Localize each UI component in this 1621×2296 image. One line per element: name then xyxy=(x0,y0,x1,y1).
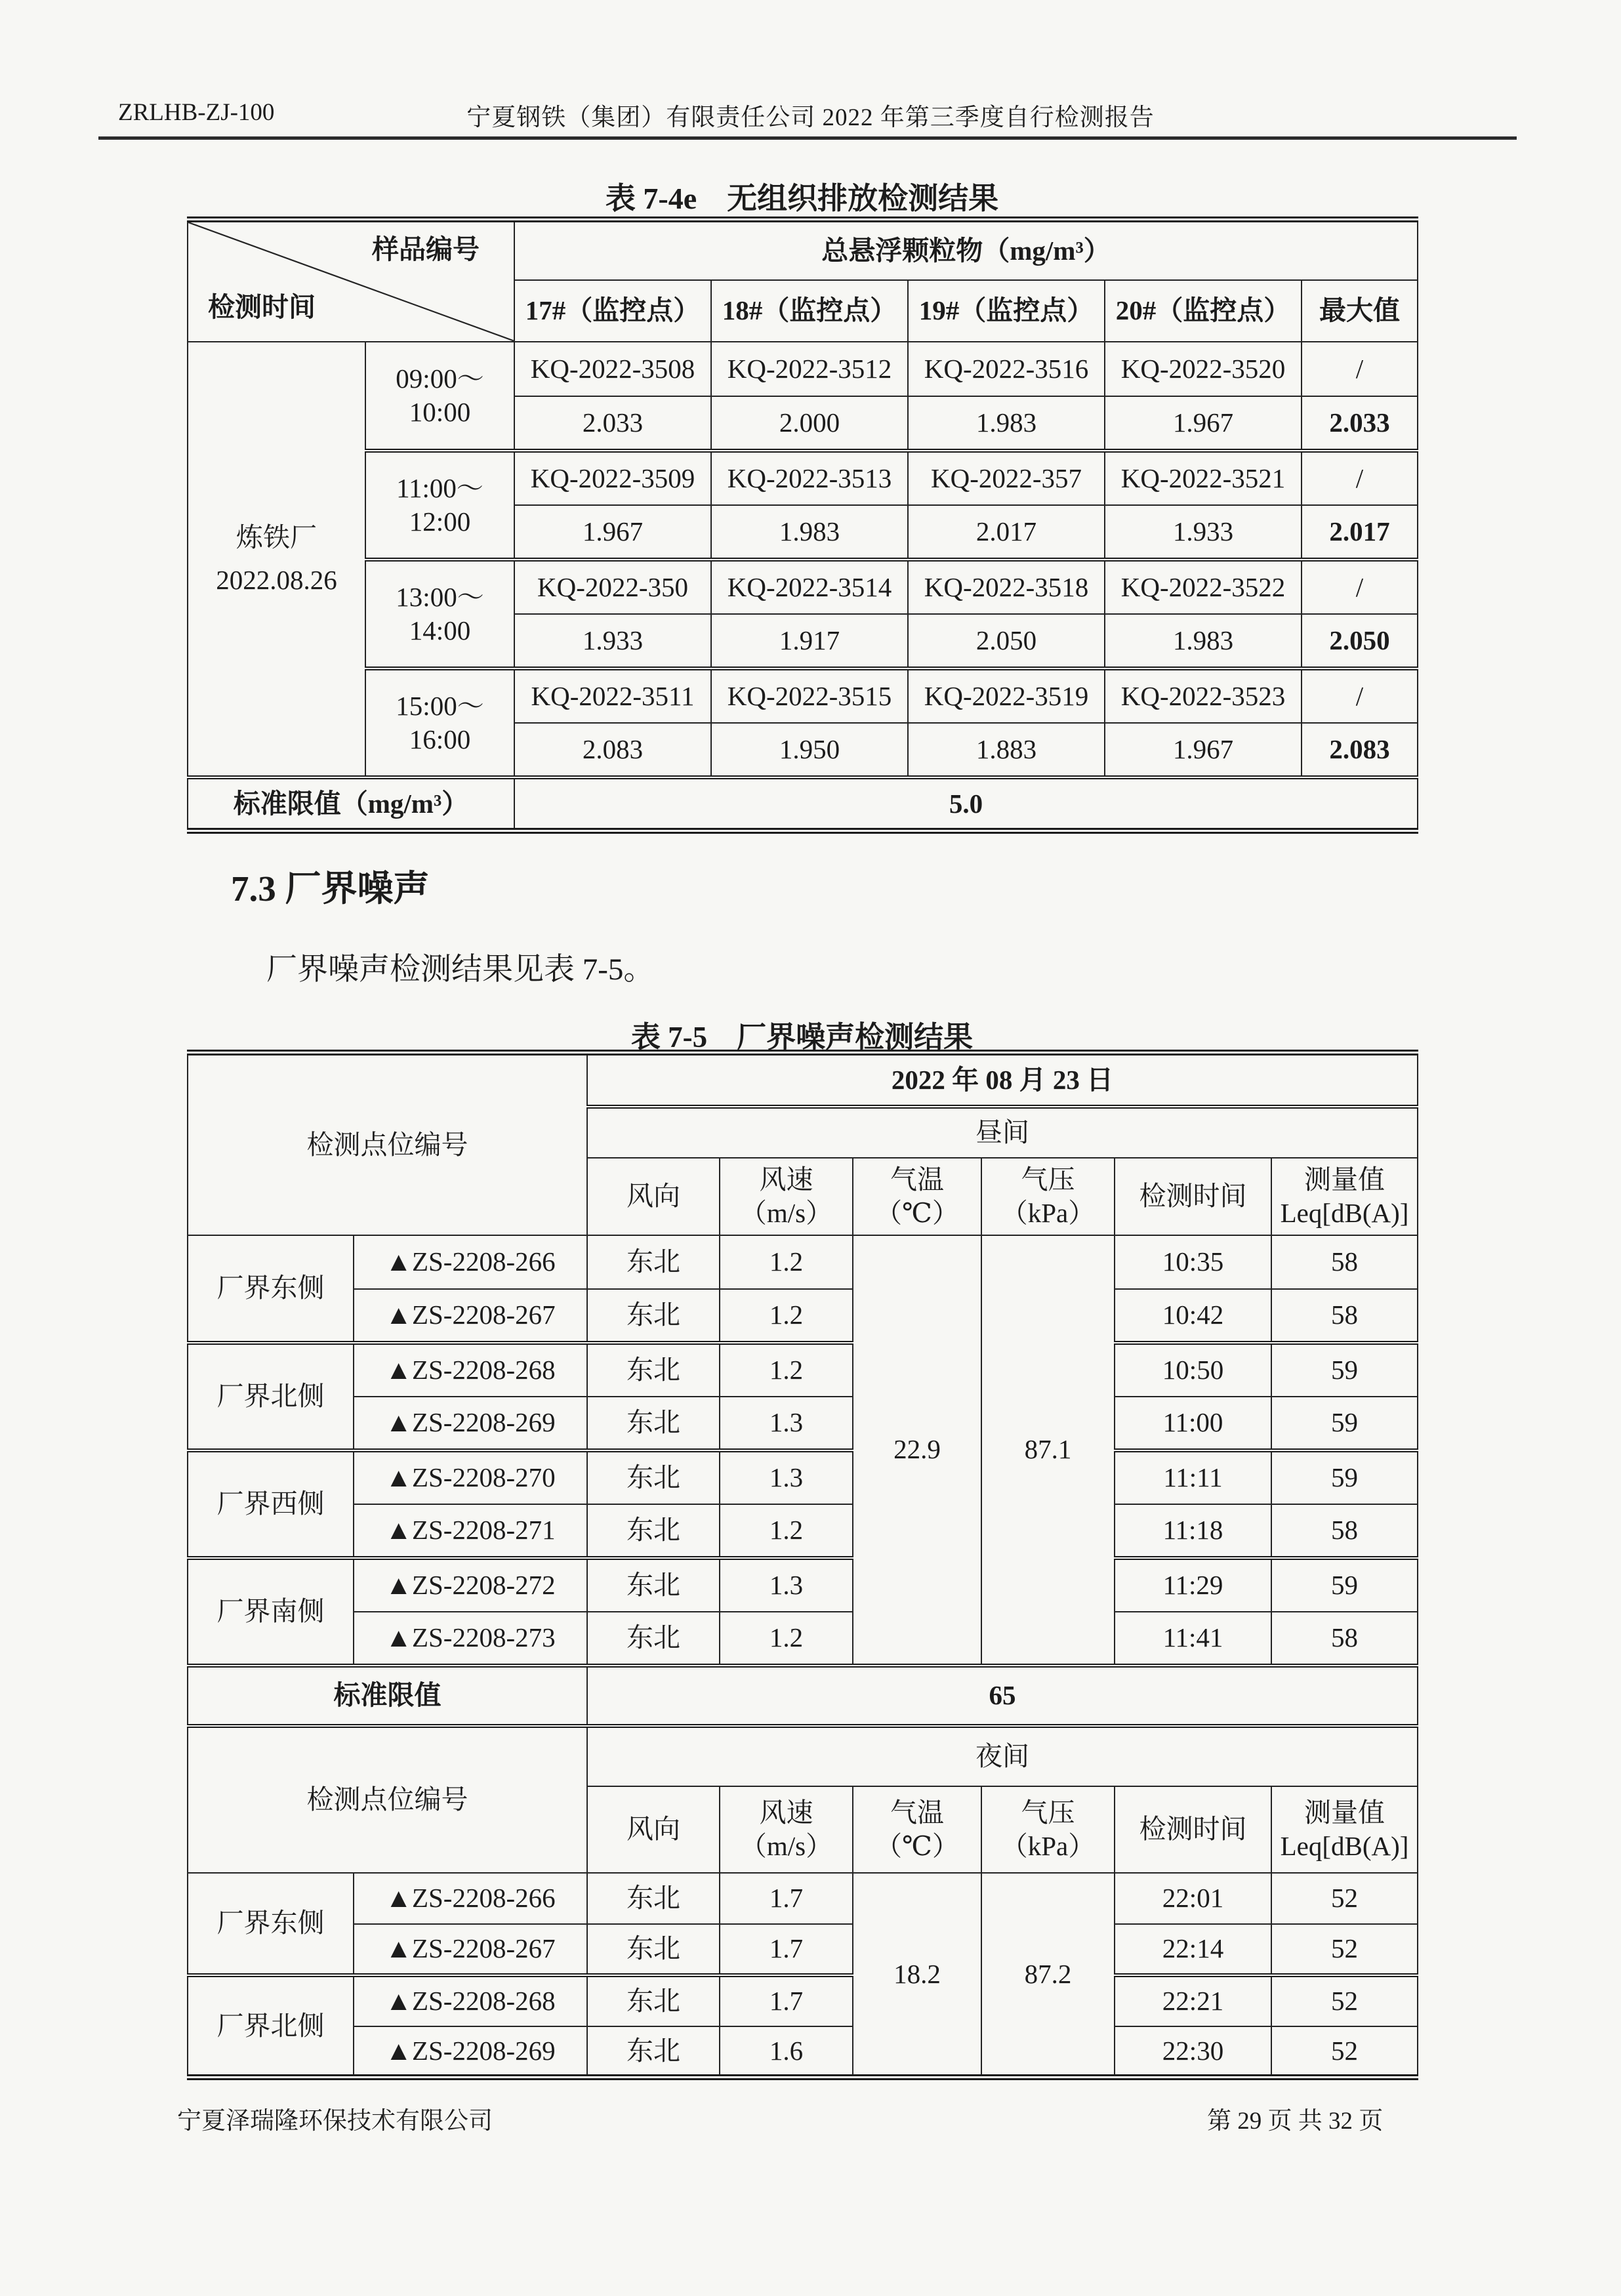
document-code: ZRLHB-ZJ-100 xyxy=(118,99,275,126)
time-cell: 22:01 xyxy=(1115,1873,1271,1924)
wind-dir-cell: 东北 xyxy=(587,1873,720,1924)
line: （℃） xyxy=(875,1830,959,1861)
value-cell: 1.983 xyxy=(711,505,908,560)
time-cell: 10:35 xyxy=(1115,1235,1271,1289)
line: 气压 xyxy=(1021,1164,1075,1195)
col-header-pressure xyxy=(981,1786,1115,1873)
value-cell: 2.017 xyxy=(908,505,1105,560)
date-header: 2022 年 08 月 23 日 xyxy=(587,1053,1418,1107)
line: 测量值 xyxy=(1304,1797,1385,1828)
sample-id-cell: / xyxy=(1302,560,1418,614)
limit-value: 5.0 xyxy=(514,777,1418,831)
col-header: 19#（监控点） xyxy=(908,280,1105,342)
sample-id-cell: ▲ZS-2208-273 xyxy=(354,1612,587,1666)
sample-id-cell: KQ-2022-3512 xyxy=(711,342,908,396)
line: 炼铁厂 xyxy=(236,522,317,553)
line: （kPa） xyxy=(1000,1197,1096,1228)
table-7-4e-title: 表 7-4e 无组织排放检测结果 xyxy=(605,182,999,215)
line: 检测时间 xyxy=(1139,1814,1247,1845)
table-row xyxy=(188,220,1418,280)
col-header-wind-speed xyxy=(720,1158,853,1235)
table-row xyxy=(188,451,1418,505)
line: Leq[dB(A)] xyxy=(1280,1197,1409,1228)
corner-header-cell xyxy=(188,220,514,342)
noise-value-cell: 58 xyxy=(1271,1612,1418,1666)
col-header: 20#（监控点） xyxy=(1105,280,1302,342)
wind-dir-cell: 东北 xyxy=(587,1450,720,1504)
line: 15:00～ xyxy=(396,691,484,722)
time-range-cell xyxy=(365,668,514,777)
row-group-label xyxy=(188,342,365,777)
sample-id-cell: KQ-2022-350 xyxy=(514,560,711,614)
max-value-cell: 2.017 xyxy=(1302,505,1418,560)
wind-speed-cell: 1.2 xyxy=(720,1504,853,1558)
noise-value-cell: 59 xyxy=(1271,1450,1418,1504)
sample-id-cell: ▲ZS-2208-269 xyxy=(354,1397,587,1450)
pressure-cell: 87.1 xyxy=(981,1235,1115,1666)
sample-id-cell: ▲ZS-2208-268 xyxy=(354,1975,587,2026)
col-header: 最大值 xyxy=(1302,280,1418,342)
line: 风向 xyxy=(626,1814,680,1845)
noise-value-cell: 52 xyxy=(1271,2026,1418,2078)
value-cell: 1.967 xyxy=(1105,723,1302,777)
wind-speed-cell: 1.7 xyxy=(720,1873,853,1924)
max-value-cell: 2.033 xyxy=(1302,396,1418,451)
sample-id-cell: KQ-2022-357 xyxy=(908,451,1105,505)
wind-dir-cell: 东北 xyxy=(587,1558,720,1612)
sample-id-cell: ▲ZS-2208-266 xyxy=(354,1873,587,1924)
col-header: 18#（监控点） xyxy=(711,280,908,342)
line: 10:00 xyxy=(409,396,471,427)
time-cell: 10:50 xyxy=(1115,1343,1271,1397)
wind-speed-cell: 1.7 xyxy=(720,1924,853,1975)
table-row xyxy=(188,1975,1418,2026)
corner-label-sample-no: 样品编号 xyxy=(372,234,480,264)
sample-id-cell: KQ-2022-3521 xyxy=(1105,451,1302,505)
wind-speed-cell: 1.3 xyxy=(720,1397,853,1450)
line: 气温 xyxy=(890,1797,944,1828)
limit-label: 标准限值（mg/m³） xyxy=(188,777,514,831)
sample-id-cell: KQ-2022-3513 xyxy=(711,451,908,505)
col-header-test-time xyxy=(1115,1158,1271,1235)
line: 气温 xyxy=(890,1164,944,1195)
max-value-cell: 2.050 xyxy=(1302,614,1418,668)
line: （℃） xyxy=(875,1197,959,1228)
point-col-header: 检测点位编号 xyxy=(188,1726,587,1873)
location-cell: 厂界北侧 xyxy=(188,1975,354,2078)
noise-value-cell: 59 xyxy=(1271,1397,1418,1450)
wind-dir-cell: 东北 xyxy=(587,1397,720,1450)
col-header-temp xyxy=(853,1158,981,1235)
wind-speed-cell: 1.3 xyxy=(720,1558,853,1612)
limit-value: 65 xyxy=(587,1666,1418,1726)
line: （m/s） xyxy=(739,1830,833,1861)
line: 气压 xyxy=(1021,1797,1075,1828)
value-cell: 1.933 xyxy=(1105,505,1302,560)
line: （m/s） xyxy=(739,1197,833,1228)
pressure-cell: 87.2 xyxy=(981,1873,1115,2078)
table-row xyxy=(188,1450,1418,1504)
header-rule xyxy=(98,136,1517,140)
sample-id-cell: KQ-2022-3515 xyxy=(711,668,908,723)
day-label: 昼间 xyxy=(587,1107,1418,1158)
wind-speed-cell: 1.2 xyxy=(720,1612,853,1666)
footer-company: 宁夏泽瑞隆环保技术有限公司 xyxy=(177,2108,493,2135)
sample-id-cell: KQ-2022-3519 xyxy=(908,668,1105,723)
wind-dir-cell: 东北 xyxy=(587,1343,720,1397)
line: 11:00～ xyxy=(396,473,483,504)
time-cell: 22:21 xyxy=(1115,1975,1271,2026)
line: Leq[dB(A)] xyxy=(1280,1830,1409,1861)
table-7-4e xyxy=(187,216,1418,834)
temp-cell: 22.9 xyxy=(853,1235,981,1666)
value-cell: 1.917 xyxy=(711,614,908,668)
noise-value-cell: 52 xyxy=(1271,1975,1418,2026)
location-cell: 厂界东侧 xyxy=(188,1873,354,1975)
value-cell: 1.933 xyxy=(514,614,711,668)
table-7-4e-container xyxy=(187,216,1418,834)
table-row xyxy=(188,1924,1418,1975)
time-range-cell xyxy=(365,451,514,560)
time-cell: 11:18 xyxy=(1115,1504,1271,1558)
sample-id-cell: KQ-2022-3520 xyxy=(1105,342,1302,396)
col-header-measured xyxy=(1271,1158,1418,1235)
time-range-cell xyxy=(365,342,514,451)
footer-page-number: 第 29 页 共 32 页 xyxy=(1207,2108,1384,2135)
table-row xyxy=(188,560,1418,614)
wind-speed-cell: 1.2 xyxy=(720,1235,853,1289)
wind-dir-cell: 东北 xyxy=(587,1612,720,1666)
sample-id-cell: ▲ZS-2208-268 xyxy=(354,1343,587,1397)
wind-speed-cell: 1.2 xyxy=(720,1343,853,1397)
time-cell: 11:00 xyxy=(1115,1397,1271,1450)
table-7-5-container xyxy=(187,1050,1418,2080)
col-header: 17#（监控点） xyxy=(514,280,711,342)
noise-value-cell: 52 xyxy=(1271,1873,1418,1924)
max-value-cell: 2.083 xyxy=(1302,723,1418,777)
table-row xyxy=(188,342,1418,396)
time-cell: 11:11 xyxy=(1115,1450,1271,1504)
wind-speed-cell: 1.6 xyxy=(720,2026,853,2078)
sample-id-cell: / xyxy=(1302,668,1418,723)
line: 13:00～ xyxy=(396,582,484,613)
corner-label-test-time: 检测时间 xyxy=(208,292,316,323)
sample-id-cell: ▲ZS-2208-266 xyxy=(354,1235,587,1289)
noise-value-cell: 52 xyxy=(1271,1924,1418,1975)
value-cell: 1.967 xyxy=(514,505,711,560)
location-cell: 厂界东侧 xyxy=(188,1235,354,1343)
wind-speed-cell: 1.3 xyxy=(720,1450,853,1504)
col-header-wind-dir xyxy=(587,1786,720,1873)
table-row xyxy=(188,1666,1418,1726)
location-cell: 厂界西侧 xyxy=(188,1450,354,1558)
noise-value-cell: 58 xyxy=(1271,1504,1418,1558)
location-cell: 厂界南侧 xyxy=(188,1558,354,1666)
table-row xyxy=(188,1053,1418,1107)
group-header-tsp: 总悬浮颗粒物（mg/m³） xyxy=(514,220,1418,280)
line: 2022.08.26 xyxy=(216,564,337,595)
location-cell: 厂界北侧 xyxy=(188,1343,354,1450)
time-cell: 22:14 xyxy=(1115,1924,1271,1975)
sample-id-cell: KQ-2022-3523 xyxy=(1105,668,1302,723)
time-cell: 22:30 xyxy=(1115,2026,1271,2078)
value-cell: 1.950 xyxy=(711,723,908,777)
table-row xyxy=(188,1343,1418,1397)
table-7-5-title: 表 7-5 厂界噪声检测结果 xyxy=(630,1021,974,1054)
value-cell: 2.050 xyxy=(908,614,1105,668)
table-row xyxy=(188,2026,1418,2078)
line: 14:00 xyxy=(409,615,471,646)
sample-id-cell: ▲ZS-2208-269 xyxy=(354,2026,587,2078)
sample-id-cell: KQ-2022-3508 xyxy=(514,342,711,396)
value-cell: 1.883 xyxy=(908,723,1105,777)
noise-value-cell: 59 xyxy=(1271,1343,1418,1397)
sample-id-cell: ▲ZS-2208-267 xyxy=(354,1289,587,1343)
wind-dir-cell: 东北 xyxy=(587,1504,720,1558)
line: 风速 xyxy=(759,1797,813,1828)
wind-dir-cell: 东北 xyxy=(587,1289,720,1343)
value-cell: 1.967 xyxy=(1105,396,1302,451)
table-row xyxy=(188,668,1418,723)
limit-label: 标准限值 xyxy=(188,1666,587,1726)
value-cell: 2.083 xyxy=(514,723,711,777)
table-row xyxy=(188,1873,1418,1924)
time-cell: 11:29 xyxy=(1115,1558,1271,1612)
sample-id-cell: / xyxy=(1302,451,1418,505)
sample-id-cell: KQ-2022-3509 xyxy=(514,451,711,505)
value-cell: 2.033 xyxy=(514,396,711,451)
col-header-pressure xyxy=(981,1158,1115,1235)
table-row xyxy=(188,1558,1418,1612)
sample-id-cell: ▲ZS-2208-271 xyxy=(354,1504,587,1558)
sample-id-cell: ▲ZS-2208-270 xyxy=(354,1450,587,1504)
line: 测量值 xyxy=(1304,1164,1385,1195)
sample-id-cell: KQ-2022-3522 xyxy=(1105,560,1302,614)
line: （kPa） xyxy=(1000,1830,1096,1861)
sample-id-cell: KQ-2022-3511 xyxy=(514,668,711,723)
table-row xyxy=(188,1726,1418,1786)
sample-id-cell: KQ-2022-3516 xyxy=(908,342,1105,396)
point-col-header: 检测点位编号 xyxy=(188,1053,587,1235)
value-cell: 1.983 xyxy=(1105,614,1302,668)
col-header-measured xyxy=(1271,1786,1418,1873)
table-row xyxy=(188,1397,1418,1450)
section-heading: 7.3 厂界噪声 xyxy=(231,869,430,909)
wind-dir-cell: 东北 xyxy=(587,1235,720,1289)
value-cell: 2.000 xyxy=(711,396,908,451)
wind-speed-cell: 1.7 xyxy=(720,1975,853,2026)
noise-value-cell: 59 xyxy=(1271,1558,1418,1612)
table-row xyxy=(188,1289,1418,1343)
line: 风速 xyxy=(759,1164,813,1195)
sample-id-cell: ▲ZS-2208-267 xyxy=(354,1924,587,1975)
table-row xyxy=(188,1504,1418,1558)
time-cell: 10:42 xyxy=(1115,1289,1271,1343)
document-title: 宁夏钢铁（集团）有限责任公司 2022 年第三季度自行检测报告 xyxy=(466,104,1155,131)
table-7-5 xyxy=(187,1050,1418,2080)
value-cell: 1.983 xyxy=(908,396,1105,451)
sample-id-cell: KQ-2022-3514 xyxy=(711,560,908,614)
time-cell: 11:41 xyxy=(1115,1612,1271,1666)
col-header-wind-speed xyxy=(720,1786,853,1873)
wind-dir-cell: 东北 xyxy=(587,2026,720,2078)
line: 09:00～ xyxy=(396,363,484,394)
sample-id-cell: KQ-2022-3518 xyxy=(908,560,1105,614)
line: 风向 xyxy=(626,1181,680,1212)
col-header-temp xyxy=(853,1786,981,1873)
line: 16:00 xyxy=(409,724,471,754)
noise-value-cell: 58 xyxy=(1271,1235,1418,1289)
time-range-cell xyxy=(365,560,514,668)
night-label: 夜间 xyxy=(587,1726,1418,1786)
col-header-test-time xyxy=(1115,1786,1271,1873)
table-row xyxy=(188,1235,1418,1289)
line: 检测时间 xyxy=(1139,1181,1247,1212)
wind-speed-cell: 1.2 xyxy=(720,1289,853,1343)
section-paragraph: 厂界噪声检测结果见表 7-5。 xyxy=(266,953,655,987)
wind-dir-cell: 东北 xyxy=(587,1975,720,2026)
col-header-wind-dir xyxy=(587,1158,720,1235)
wind-dir-cell: 东北 xyxy=(587,1924,720,1975)
sample-id-cell: ▲ZS-2208-272 xyxy=(354,1558,587,1612)
table-row xyxy=(188,777,1418,831)
noise-value-cell: 58 xyxy=(1271,1289,1418,1343)
sample-id-cell: / xyxy=(1302,342,1418,396)
line: 12:00 xyxy=(409,506,471,537)
temp-cell: 18.2 xyxy=(853,1873,981,2078)
table-row xyxy=(188,1612,1418,1666)
